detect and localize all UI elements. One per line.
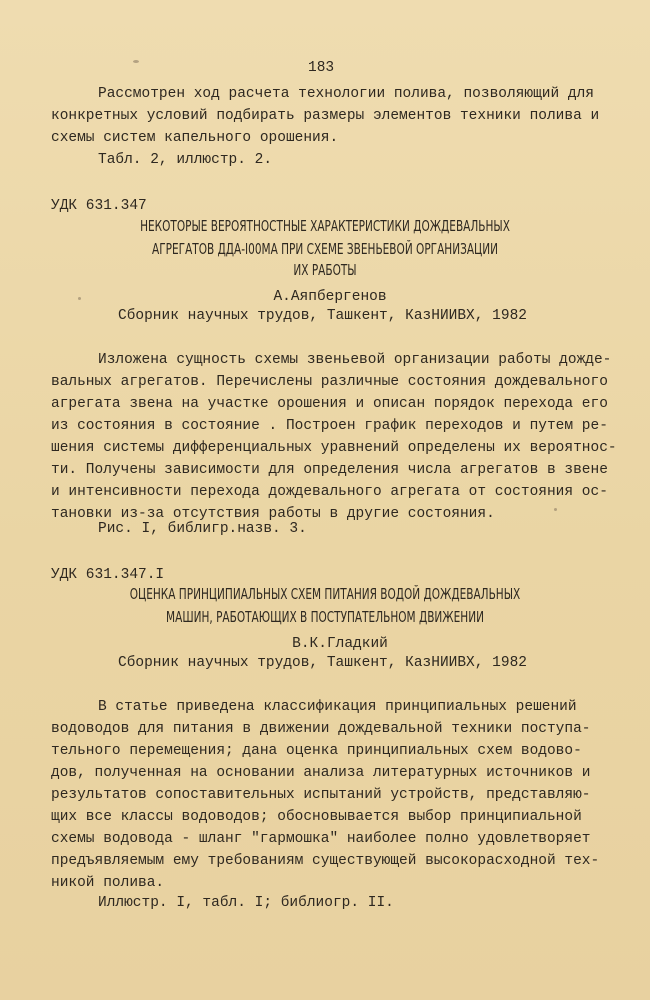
abstract-line: щих все классы водоводов; обосновывается выбор принципиальной: [51, 809, 582, 825]
abstract-line: вальных агрегатов. Перечислены различные состояния дождевального: [51, 374, 608, 390]
abstract-line: конкретных условий подбирать размеры элементов техники полива и: [51, 108, 600, 124]
abstract-line: агрегата звена на участке орошения и описан порядок перехода его: [51, 396, 608, 412]
abstract-line: ти. Получены зависимости для определения числа агрегатов в звене: [51, 462, 608, 478]
abstract-line: шения системы дифференциальных уравнений определены их вероятнос-: [51, 440, 617, 456]
abstract-line: В статье приведена классификация принципиальных решений: [98, 699, 577, 715]
abstract-line: схемы водовода - шланг "гармошка" наиболее полно удовлетворяет: [51, 831, 591, 847]
article-title-line: ИХ РАБОТЫ: [293, 261, 357, 279]
source-line: Сборник научных трудов, Ташкент, КазНИИВХ, 1982: [118, 655, 527, 671]
abstract-line: дов, полученная на основании анализа литературных источников и: [51, 765, 591, 781]
paper-speck: [554, 508, 557, 511]
abstract-line: схемы систем капельного орошения.: [51, 130, 339, 146]
author: А.Аяпбергенов: [273, 289, 387, 305]
source-line: Сборник научных трудов, Ташкент, КазНИИВХ, 1982: [118, 308, 527, 324]
abstract-line: Рассмотрен ход расчета технологии полива, позволяющий для: [98, 86, 594, 102]
article-title-line: МАШИН, РАБОТАЮЩИХ В ПОСТУПАТЕЛЬНОМ ДВИЖЕНИИ: [166, 608, 484, 626]
article-title-line: ОЦЕНКА ПРИНЦИПИАЛЬНЫХ СХЕМ ПИТАНИЯ ВОДОЙ ДОЖДЕВАЛЬНЫХ: [129, 585, 521, 603]
udk-code: УДК 631.347.I: [51, 567, 165, 583]
abstract-line: предъявляемым ему требованиям существующей высокорасходной тех-: [51, 853, 600, 869]
abstract-line: никой полива.: [51, 875, 165, 891]
abstract-line: водоводов для питания в движении дождевальной техники поступа-: [51, 721, 591, 737]
udk-code: УДК 631.347: [51, 198, 147, 214]
abstract-line: тановки из-за отсутствия работы в другие состояния.: [51, 506, 495, 522]
article-title-line: АГРЕГАТОВ ДДА-I00МА ПРИ СХЕМЕ ЗВЕНЬЕВОЙ ОРГАНИЗАЦИИ: [152, 240, 498, 258]
paper-speck: [133, 60, 139, 63]
abstract-line: и интенсивности перехода дождевального агрегата от состояния ос-: [51, 484, 608, 500]
references-line: Табл. 2, иллюстр. 2.: [98, 152, 273, 168]
page-number: 183: [308, 60, 335, 76]
abstract-line: тельного перемещения; дана оценка принципиальных схем водово-: [51, 743, 582, 759]
abstract-line: результатов сопоставительных испытаний устройств, представляю-: [51, 787, 591, 803]
references-line: Рис. I, библигр.назв. 3.: [98, 521, 307, 537]
references-line: Иллюстр. I, табл. I; библиогр. II.: [98, 895, 394, 911]
abstract-line: из состояния в состояние . Построен график переходов и путем ре-: [51, 418, 608, 434]
abstract-line: Изложена сущность схемы звеньевой организации работы дожде-: [98, 352, 612, 368]
author: В.К.Гладкий: [292, 636, 388, 652]
article-title-line: НЕКОТОРЫЕ ВЕРОЯТНОСТНЫЕ ХАРАКТЕРИСТИКИ ДОЖДЕВАЛЬНЫХ: [140, 217, 510, 235]
